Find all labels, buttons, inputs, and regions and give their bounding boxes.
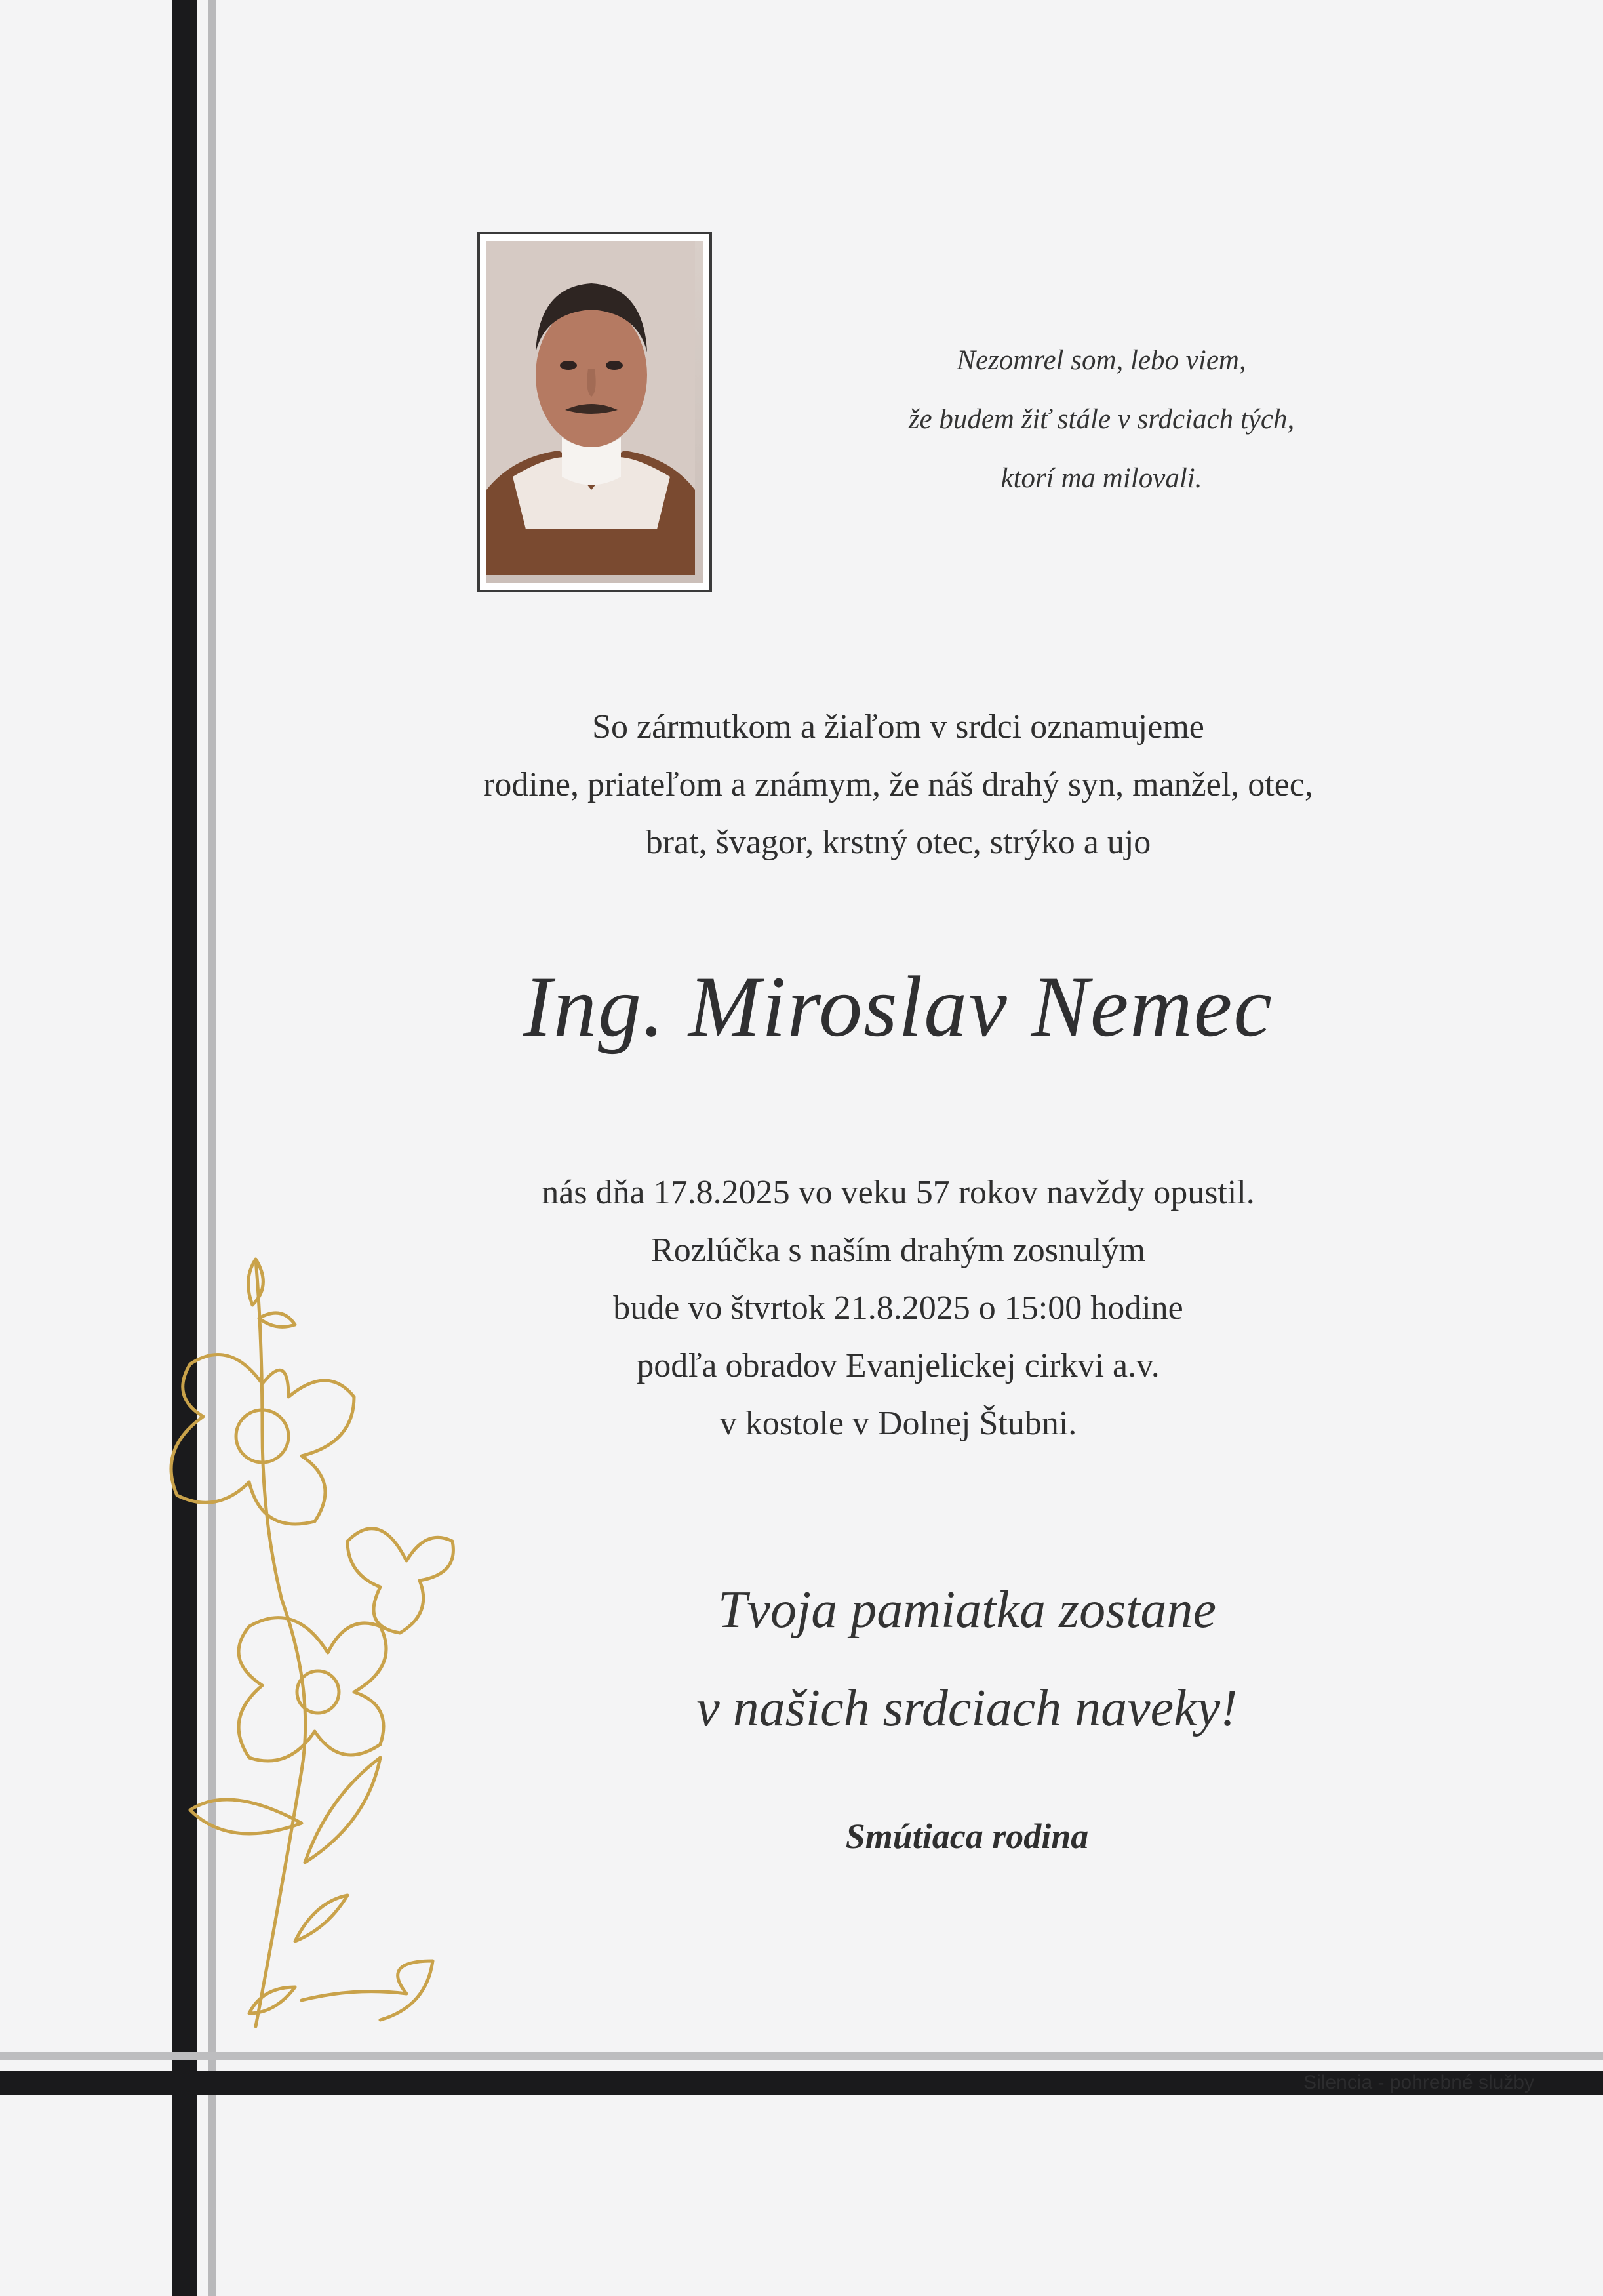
- portrait-image: [486, 241, 703, 583]
- gold-flower-icon: [131, 1233, 472, 2046]
- memorial-phrase: [564, 1561, 1370, 1758]
- announcement-intro: [367, 698, 1429, 872]
- quote-line: ktorí ma milovali.: [1000, 463, 1202, 494]
- intro-line: So zármutkom a žiaľom v srdci oznamujeme: [592, 708, 1204, 746]
- memory-line: v našich srdciach naveky!: [696, 1680, 1238, 1737]
- deceased-name: Ing. Miroslav Nemec: [523, 958, 1273, 1055]
- intro-line: brat, švagor, krstný otec, strýko a ujo: [645, 824, 1151, 861]
- family-signature: Smútiaca rodina: [845, 1817, 1089, 1856]
- details-line: podľa obradov Evanjelickej cirkvi a.v.: [637, 1347, 1160, 1384]
- details-line: v kostole v Dolnej Štubni.: [719, 1405, 1077, 1442]
- details-line: nás dňa 17.8.2025 vo veku 57 rokov navždy opustil.: [542, 1174, 1255, 1211]
- portrait-illustration: [486, 241, 695, 575]
- quote-verse: [754, 331, 1449, 508]
- portrait-photo: [477, 232, 712, 592]
- footer-funeral-service: Silencia - pohrebné služby: [1303, 2072, 1534, 2093]
- intro-line: rodine, priateľom a známym, že náš drahý syn, manžel, otec,: [483, 766, 1313, 803]
- funeral-details: [367, 1164, 1429, 1453]
- quote-line: Nezomrel som, lebo viem,: [957, 345, 1246, 376]
- horizontal-gray-bar: [0, 2052, 1603, 2060]
- quote-line: že budem žiť stále v srdciach tých,: [908, 404, 1295, 435]
- memory-line: Tvoja pamiatka zostane: [718, 1581, 1216, 1639]
- details-line: bude vo štvrtok 21.8.2025 o 15:00 hodine: [613, 1289, 1183, 1327]
- details-line: Rozlúčka s naším drahým zosnulým: [651, 1232, 1145, 1269]
